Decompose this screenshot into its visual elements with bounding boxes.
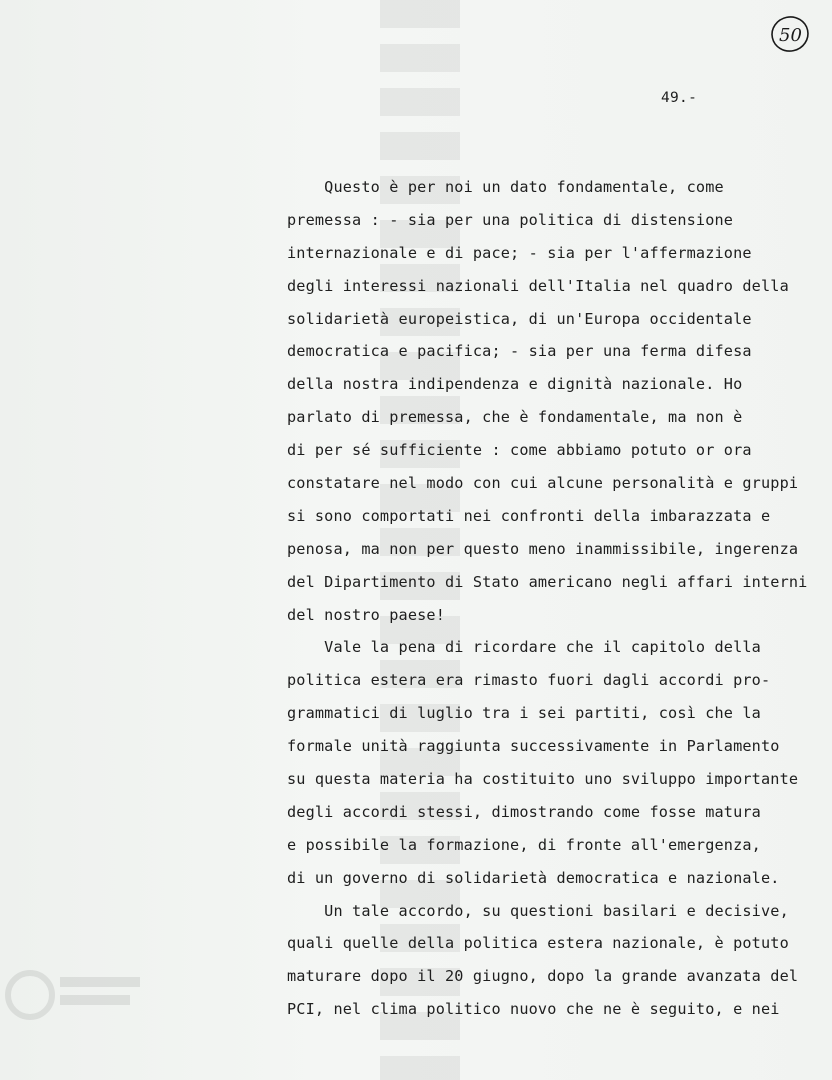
text-line: premessa : - sia per una politica di distensione (287, 210, 734, 229)
text-line: del nostro paese! (287, 605, 445, 624)
text-line: constatare nel modo con cui alcune personalità e gruppi (287, 474, 799, 493)
text-line: internazionale e di pace; - sia per l'affermazione (287, 243, 752, 262)
text-line: degli interessi nazionali dell'Italia nel quadro della (287, 276, 789, 295)
text-line: della nostra indipendenza e dignità nazionale. Ho (287, 375, 743, 394)
text-line: si sono comportati nei confronti della imbarazzata e (287, 506, 771, 525)
text-line: formale unità raggiunta successivamente in Parlamento (287, 737, 780, 756)
svg-text:50: 50 (779, 25, 802, 46)
text-line: politica estera era rimasto fuori dagli accordi pro- (287, 671, 771, 690)
text-line: quali quelle della politica estera nazionale, è potuto (287, 934, 789, 953)
text-line: PCI, nel clima politico nuovo che ne è seguito, e nei (287, 1000, 780, 1019)
text-line: di per sé sufficiente : come abbiamo potuto or ora (287, 441, 752, 460)
handwritten-page-number (768, 14, 812, 54)
text-line: grammatici di luglio tra i sei partiti, così che la (287, 704, 761, 723)
archive-logo-watermark (0, 965, 150, 1025)
text-line: parlato di premessa, che è fondamentale, ma non è (287, 408, 743, 427)
text-line: democratica e pacifica; - sia per una ferma difesa (287, 342, 752, 361)
text-line: maturare dopo il 20 giugno, dopo la grande avanzata del (287, 967, 799, 986)
text-line: del Dipartimento di Stato americano negli affari interni (287, 572, 808, 591)
text-line: Un tale accordo, su questioni basilari e decisive, (287, 901, 789, 920)
page-number: 49.- (661, 90, 698, 106)
text-line: su questa materia ha costituito uno sviluppo importante (287, 770, 799, 789)
text-line: di un governo di solidarietà democratica e nazionale. (287, 868, 780, 887)
body-text (287, 171, 832, 1026)
text-line: solidarietà europeistica, di un'Europa occidentale (287, 309, 752, 328)
text-line: e possibile la formazione, di fronte all'emergenza, (287, 835, 761, 854)
text-line: degli accordi stessi, dimostrando come fosse matura (287, 802, 761, 821)
text-line: Questo è per noi un dato fondamentale, come (287, 178, 724, 196)
text-line: Vale la pena di ricordare che il capitolo della (287, 638, 761, 657)
text-line: penosa, ma non per questo meno inammissibile, ingerenza (287, 539, 799, 558)
